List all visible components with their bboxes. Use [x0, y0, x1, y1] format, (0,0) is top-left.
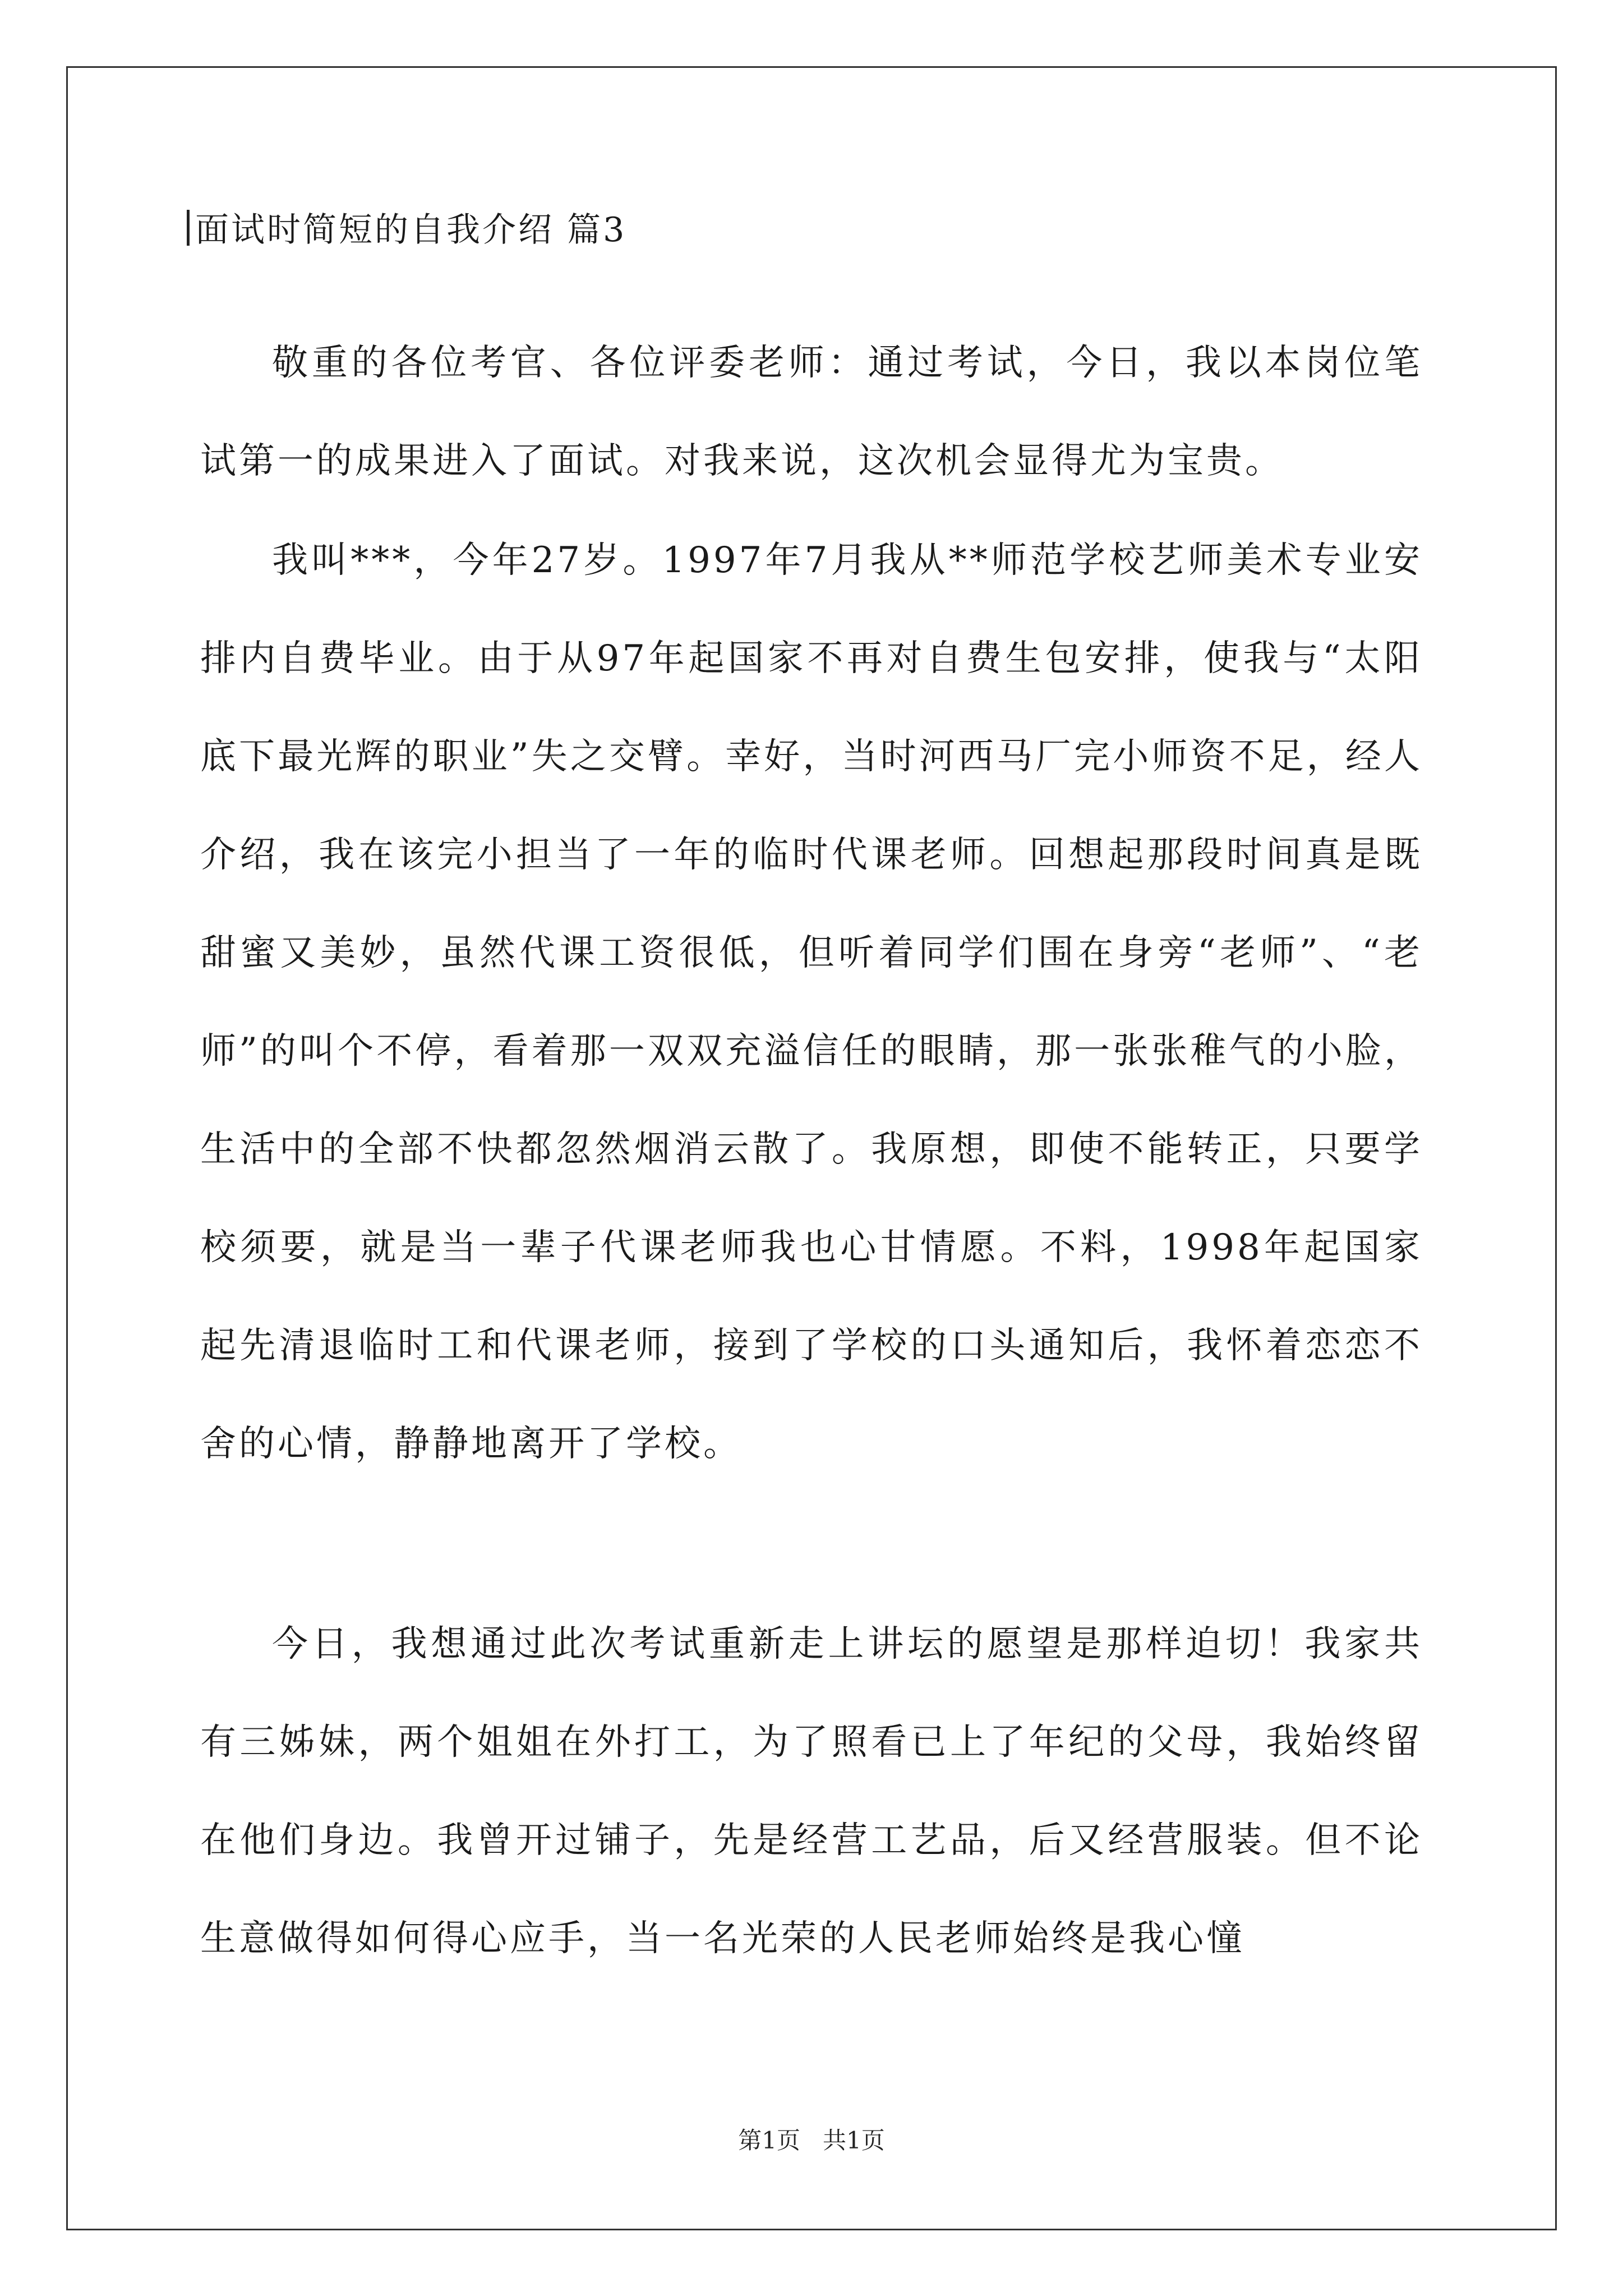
- paragraph-2: 我叫***，今年27岁。1997年7月我从**师范学校艺师美术专业安排内自费毕业。由于从97年起国家不再对自费生包安排，使我与“太阳底下最光辉的职业”失之交臂。幸好，当时河西马厂完小师资不足，经人介绍，我在该完小担当了一年的临时代课老师。回想起那段时间真是既甜蜜又美妙，虽然代课工资很低，但听着同学们围在身旁“老师”、“老师”的叫个不停，看着那一双双充溢信任的眼睛，那一张张稚气的小脸，生活中的全部不快都忽然烟消云散了。我原想，即使不能转正，只要学校须要，就是当一辈子代课老师我也心甘情愿。不料，1998年起国家起先清退临时工和代课老师，接到了学校的口头通知后，我怀着恋恋不舍的心情，静静地离开了学校。: [200, 540, 1423, 1465]
- heading-text: 面试时简短的自我介绍 篇3: [195, 210, 627, 250]
- cursor-bar: [187, 210, 190, 246]
- paragraph-1: 敬重的各位考官、各位评委老师：通过考试，今日，我以本岗位笔试第一的成果进入了面试。对我来说，这次机会显得尤为宝贵。: [200, 342, 1423, 482]
- page-total: 共1页: [823, 2127, 885, 2154]
- page-number: 第1页: [738, 2127, 800, 2154]
- paragraph-3: 今日，我想通过此次考试重新走上讲坛的愿望是那样迫切！我家共有三姊妹，两个姐姐在外打工，为了照看已上了年纪的父母，我始终留在他们身边。我曾开过铺子，先是经营工艺品，后又经营服装。但不论生意做得如何得心应手，当一名光荣的人民老师始终是我心憧: [200, 1623, 1423, 1959]
- document-heading: [187, 210, 627, 250]
- page-footer: [0, 2129, 1623, 2152]
